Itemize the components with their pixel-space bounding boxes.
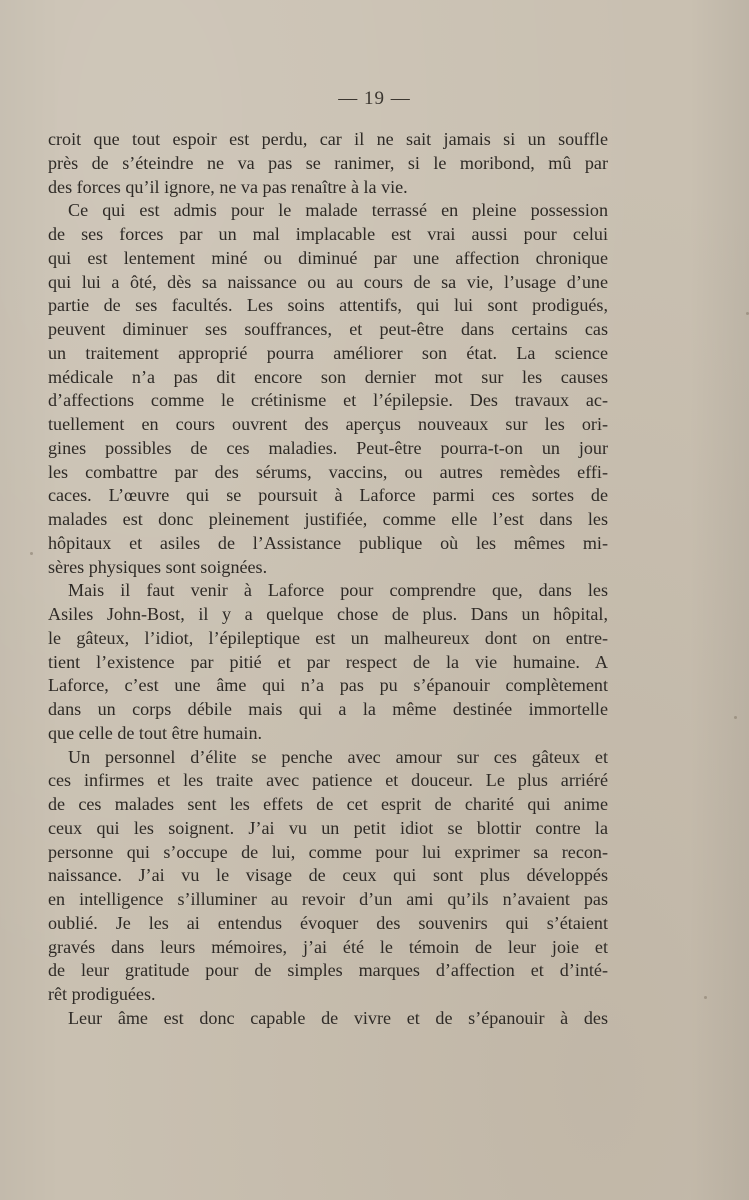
paragraph-first-line: Mais il faut venir à Laforce pour comprendre que, dans les xyxy=(68,580,608,601)
text-line: des forces qu’il ignore, ne va pas renaître à la vie. xyxy=(48,176,408,197)
text-line: gravés dans leurs mémoires, j’ai été le témoin de leur joie et xyxy=(48,936,608,957)
text-line: personne qui s’occupe de lui, comme pour lui exprimer sa recon- xyxy=(48,841,608,862)
text-line: Laforce, c’est une âme qui n’a pas pu s’épanouir complètement xyxy=(48,675,608,696)
paper-speck xyxy=(704,996,707,999)
text-line: dans un corps débile mais qui a la même destinée immortelle xyxy=(48,699,608,719)
text-line: médicale n’a pas dit encore son dernier mot sur les causes xyxy=(48,366,608,387)
text-line: tient l’existence par pitié et par respect de la vie humaine. A xyxy=(48,651,608,672)
text-line: Asiles John-Bost, il y a quelque chose de plus. Dans un hôpital, xyxy=(48,604,608,624)
text-line: peuvent diminuer ses souffrances, et peut-être dans certains cas xyxy=(48,319,608,339)
paragraph-first-line: Ce qui est admis pour le malade terrassé en pleine possession xyxy=(68,200,608,221)
text-line: le gâteux, l’idiot, l’épileptique est un malheureux dont on entre- xyxy=(48,627,608,648)
text-line: de ses forces par un mal implacable est vrai aussi pour celui xyxy=(48,224,608,244)
text-line: hôpitaux et asiles de l’Assistance publique où les mêmes mi- xyxy=(48,532,608,553)
paragraph-first-line: Un personnel d’élite se penche avec amour sur ces gâteux et xyxy=(68,746,608,767)
text-line: que celle de tout être humain. xyxy=(48,722,263,743)
text-line: qui lui a ôté, dès sa naissance ou au cours de sa vie, l’usage d’une xyxy=(48,271,608,292)
text-line: un traitement approprié pourra améliorer son état. La science xyxy=(48,342,608,363)
body-text xyxy=(48,128,608,1031)
text-line: rêt prodiguées. xyxy=(48,984,156,1004)
text-line: près de s’éteindre ne va pas se ranimer, si le moribond, mû par xyxy=(48,152,608,173)
text-line: caces. L’œuvre qui se poursuit à Laforce parmi ces sortes de xyxy=(48,485,608,506)
text-line: sères physiques sont soignées. xyxy=(48,556,268,577)
page-number: — 19 — xyxy=(338,88,411,109)
paragraph-first-line: Leur âme est donc capable de vivre et de s’épanouir à des xyxy=(68,1007,608,1028)
text-line: d’affections comme le crétinisme et l’épilepsie. Des travaux ac- xyxy=(48,390,608,411)
text-line: qui est lentement miné ou diminué par une affection chronique xyxy=(48,247,608,268)
text-line: tuellement en cours ouvrent des aperçus nouveaux sur les ori- xyxy=(48,414,608,434)
text-line: les combattre par des sérums, vaccins, ou autres remèdes effi- xyxy=(48,461,608,482)
text-line: malades est donc pleinement justifiée, comme elle l’est dans les xyxy=(48,509,608,529)
text-line: gines possibles de ces maladies. Peut-être pourra-t-on un jour xyxy=(48,437,608,458)
paper-speck xyxy=(734,716,737,719)
text-line: partie de ses facultés. Les soins attentifs, qui lui sont prodigués, xyxy=(48,295,608,316)
text-line: croit que tout espoir est perdu, car il ne sait jamais si un souffle xyxy=(48,129,608,149)
text-line: naissance. J’ai vu le visage de ceux qui sont plus développés xyxy=(48,865,608,886)
text-line: ceux qui les soignent. J’ai vu un petit idiot se blottir contre la xyxy=(48,817,608,838)
text-line: oublié. Je les ai entendus évoquer des souvenirs qui s’étaient xyxy=(48,912,608,933)
text-line: de ces malades sent les effets de cet esprit de charité qui anime xyxy=(48,794,608,814)
text-line: de leur gratitude pour de simples marques d’affection et d’inté- xyxy=(48,960,608,981)
paper-speck xyxy=(30,552,33,555)
text-line: ces infirmes et les traite avec patience et douceur. Le plus arriéré xyxy=(48,770,608,791)
text-line: en intelligence s’illuminer au revoir d’un ami qu’ils n’avaient pas xyxy=(48,889,608,909)
